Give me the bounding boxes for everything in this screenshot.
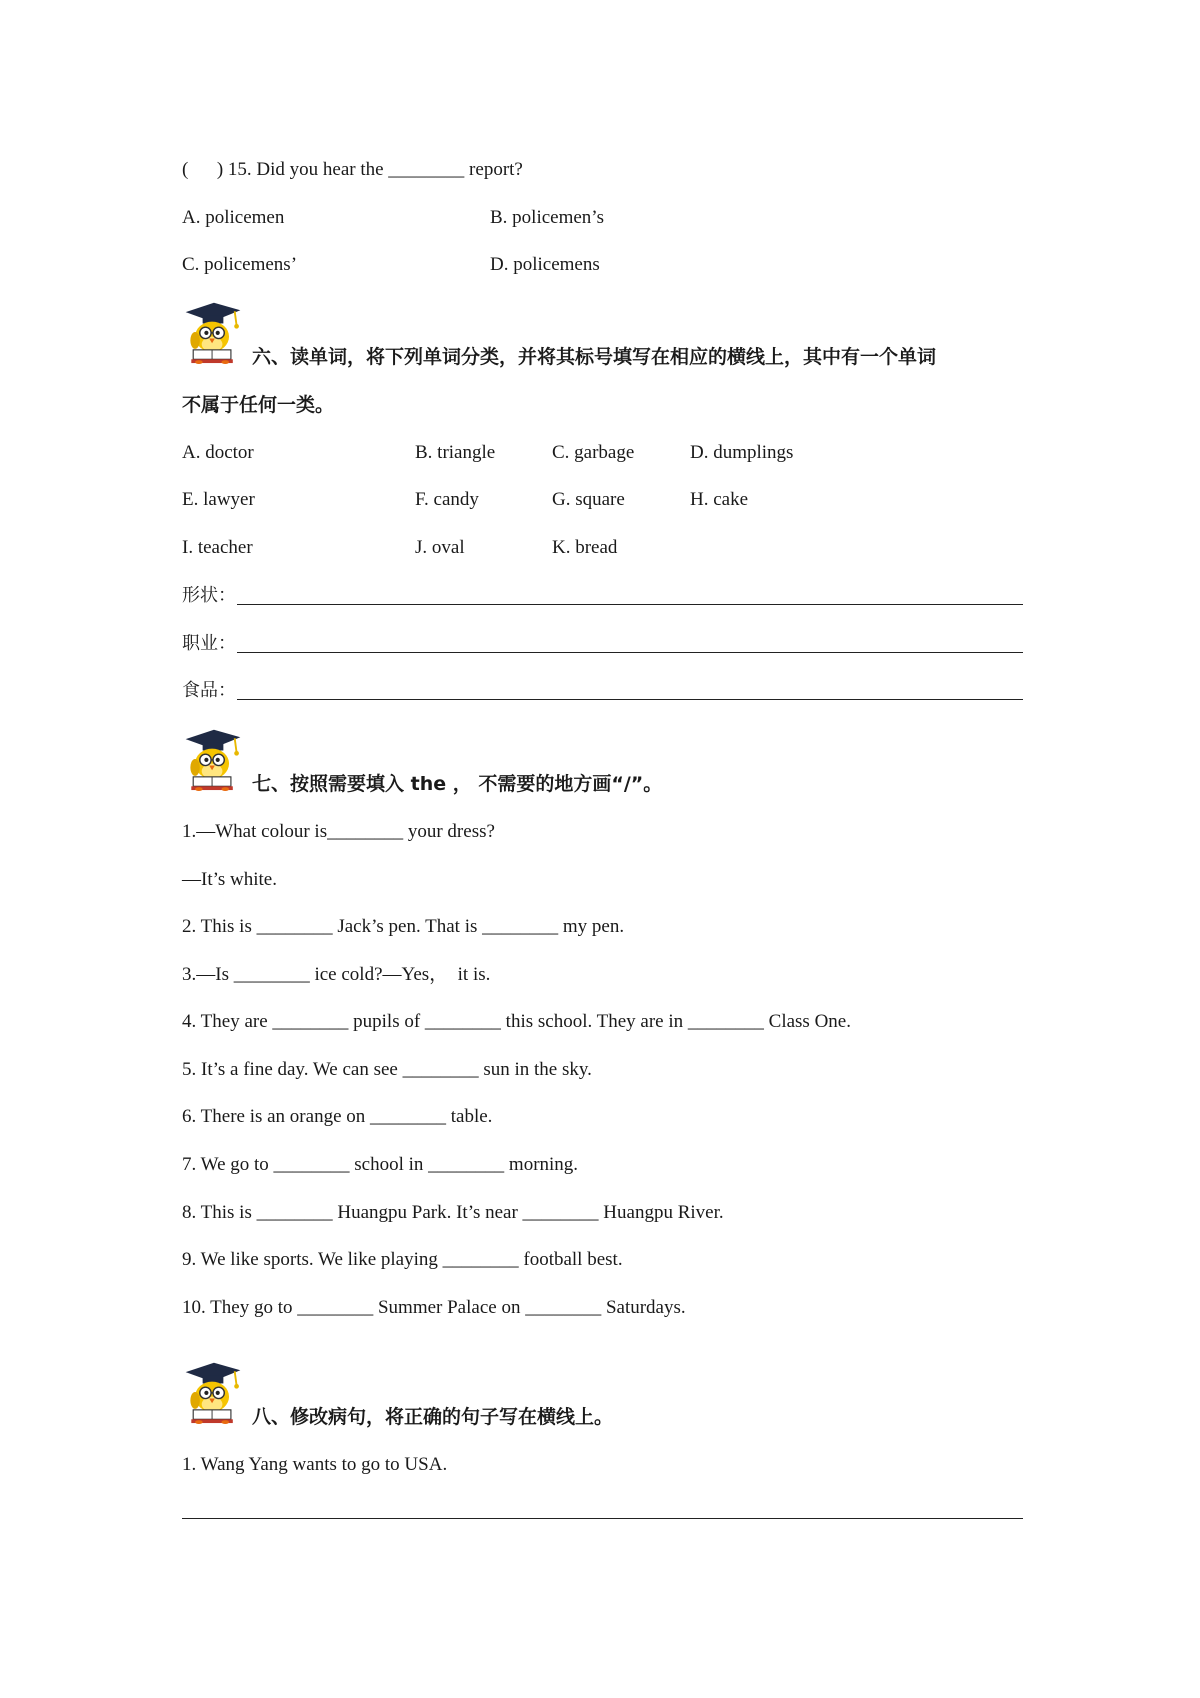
exercise-item: 1.—What colour is________ your dress? bbox=[182, 821, 495, 842]
exercise-item: 8. This is ________ Huangpu Park. It’s near ________ Huangpu River. bbox=[182, 1202, 724, 1223]
question-15-stem: ( ) 15. Did you hear the ________ report? bbox=[182, 159, 523, 180]
owl-graduate-icon bbox=[180, 295, 246, 367]
word-item: F. candy bbox=[415, 489, 479, 510]
answer-line[interactable] bbox=[237, 652, 1023, 653]
option-b: B. policemen’s bbox=[490, 207, 604, 228]
word-item: H. cake bbox=[690, 489, 749, 510]
category-label-job: 职业： bbox=[182, 633, 236, 654]
exercise-item: 3.—Is ________ ice cold?—Yes， it is. bbox=[182, 964, 491, 985]
word-item: D. dumplings bbox=[690, 442, 794, 463]
word-item: I. teacher bbox=[182, 537, 253, 558]
section-6-heading: 六、读单词，将下列单词分类，并将其标号填写在相应的横线上，其中有一个单词 bbox=[252, 346, 937, 368]
category-label-shape: 形状： bbox=[182, 585, 236, 606]
word-item: J. oval bbox=[415, 537, 465, 558]
exercise-item: 7. We go to ________ school in ________ morning. bbox=[182, 1154, 579, 1175]
word-item: G. square bbox=[552, 489, 625, 510]
word-item: A. doctor bbox=[182, 442, 254, 463]
exercise-item: 6. There is an orange on ________ table. bbox=[182, 1106, 493, 1127]
exercise-item: 10. They go to ________ Summer Palace on ________ Saturdays. bbox=[182, 1297, 686, 1318]
option-a: A. policemen bbox=[182, 207, 285, 228]
exercise-item: 1. Wang Yang wants to go to USA. bbox=[182, 1454, 448, 1475]
word-item: E. lawyer bbox=[182, 489, 255, 510]
exercise-item: 5. It’s a fine day. We can see ________ sun in the sky. bbox=[182, 1059, 592, 1080]
exercise-item: 2. This is ________ Jack’s pen. That is ________ my pen. bbox=[182, 916, 625, 937]
owl-graduate-icon bbox=[180, 1355, 246, 1427]
answer-line[interactable] bbox=[182, 1518, 1023, 1519]
word-item: B. triangle bbox=[415, 442, 496, 463]
section-7-heading: 七、按照需要填入 the ， 不需要的地方画“/”。 bbox=[252, 773, 663, 795]
option-c: C. policemens’ bbox=[182, 254, 298, 275]
word-item: C. garbage bbox=[552, 442, 635, 463]
exercise-item: —It’s white. bbox=[182, 869, 277, 890]
section-6-heading-cont: 不属于任何一类。 bbox=[182, 394, 335, 416]
word-item: K. bread bbox=[552, 537, 618, 558]
option-d: D. policemens bbox=[490, 254, 600, 275]
exercise-item: 9. We like sports. We like playing ________ football best. bbox=[182, 1249, 623, 1270]
owl-graduate-icon bbox=[180, 722, 246, 794]
section-8-heading: 八、修改病句，将正确的句子写在横线上。 bbox=[252, 1406, 614, 1428]
exercise-item: 4. They are ________ pupils of ________ this school. They are in ________ Class One. bbox=[182, 1011, 851, 1032]
category-label-food: 食品： bbox=[182, 680, 236, 701]
answer-line[interactable] bbox=[237, 699, 1023, 700]
answer-line[interactable] bbox=[237, 604, 1023, 605]
